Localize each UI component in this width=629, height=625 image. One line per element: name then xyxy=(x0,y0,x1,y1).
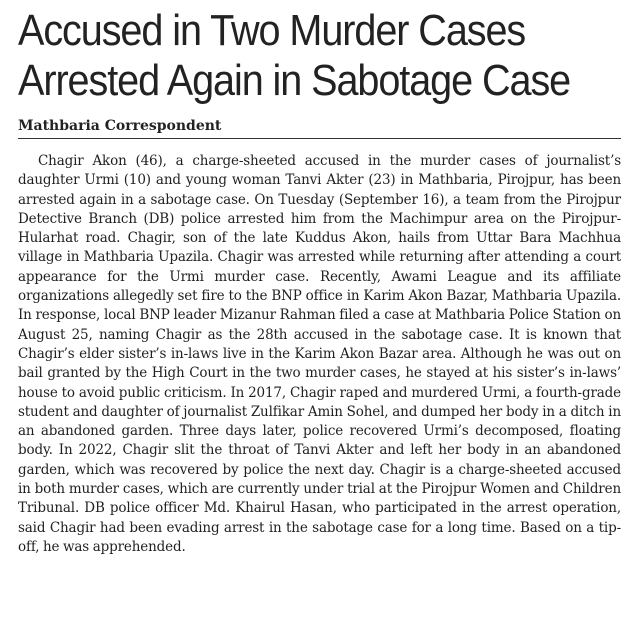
byline-divider xyxy=(18,138,621,139)
article-body: Chagir Akon (46), a charge-sheeted accused in the murder cases of journalist’s daughter Urmi (10) and young woman Tanvi Akter (23) in Mathbaria, Pirojpur, has been arrested again in a sabotage case. On Tuesday (September 16), a team from the Pirojpur Detective Branch (DB) police arrested him from the Machimpur area on the Pirojpur-Hularhat road. Chagir, son of the late Kuddus Akon, hails from Uttar Bara Machhua village in Mathbaria Upazila. Chagir was arrested while returning after attending a court appearance for the Urmi murder case. Recently, Awami League and its affiliate organizations allegedly set fire to the BNP office in Karim Akon Bazar, Mathbaria Upazila. In response, local BNP leader Mizanur Rahman filed a case at Mathbaria Police Station on August 25, naming Chagir as the 28th accused in the sabotage case. It is known that Chagir’s elder sister’s in-laws live in the Karim Akon Bazar area. Although he was out on bail granted by the High Court in the two murder cases, he stayed at his sister’s in-laws’ house to avoid public criticism. In 2017, Chagir raped and murdered Urmi, a fourth-grade student and daughter of journalist Zulfikar Amin Sohel, and dumped her body in a ditch in an abandoned garden. Three days later, police recovered Urmi’s decomposed, floating body. In 2022, Chagir slit the throat of Tanvi Akter and left her body in an abandoned garden, which was recovered by police the next day. Chagir is a charge-sheeted accused in both murder cases, which are currently under trial at the Pirojpur Women and Children Tribunal. DB police officer Md. Khairul Hasan, who participated in the arrest operation, said Chagir had been evading arrest in the sabotage case for a long time. Based on a tip-off, he was apprehended. xyxy=(18,153,621,555)
headline-line-1: Accused in Two Murder Cases xyxy=(18,6,526,55)
headline xyxy=(18,6,571,106)
headline-line-2: Arrested Again in Sabotage Case xyxy=(18,56,571,105)
byline: Mathbaria Correspondent xyxy=(18,118,222,134)
